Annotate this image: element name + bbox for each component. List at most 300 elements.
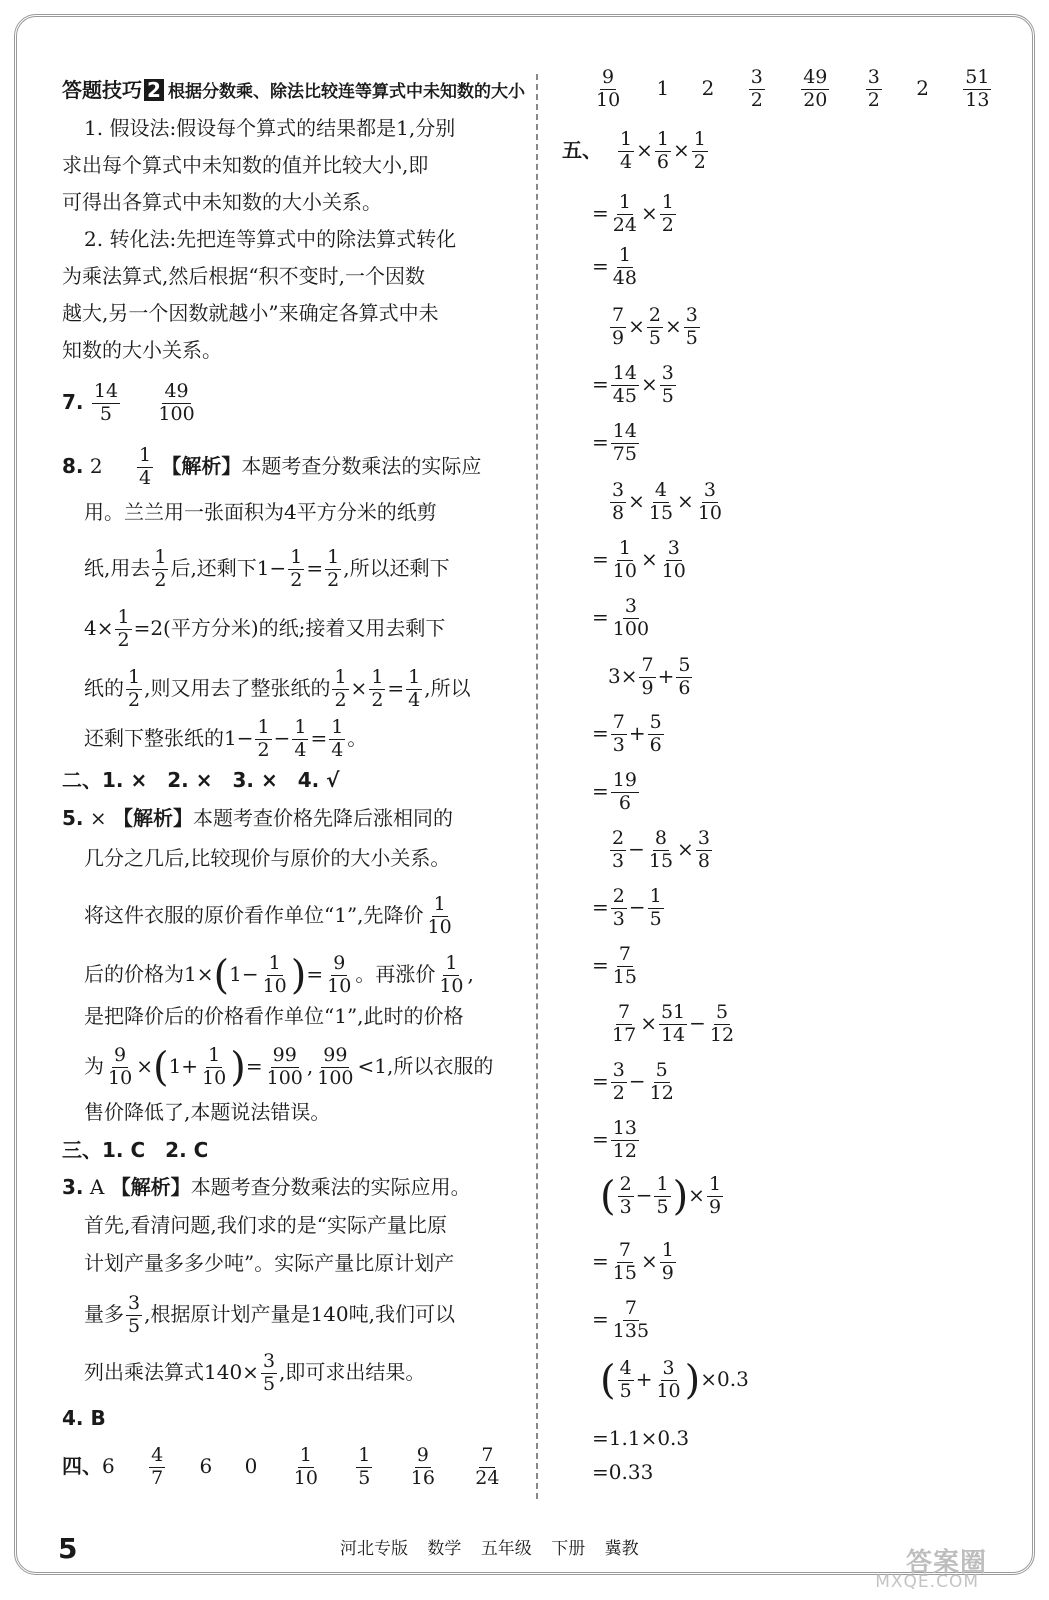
section-label: 五、 xyxy=(562,137,602,162)
text-line: 用。兰兰用一张面积为4平方分米的纸剪 xyxy=(84,500,437,524)
denominator: 2 xyxy=(693,150,706,173)
numerator: 1 xyxy=(154,546,167,568)
op: = xyxy=(592,200,609,225)
op: = xyxy=(592,546,609,571)
numerator: 49 xyxy=(803,66,828,88)
text: 1+ xyxy=(168,1053,199,1078)
calc-line xyxy=(592,1119,641,1162)
text: 后的价格为1× xyxy=(84,961,214,986)
fraction xyxy=(647,829,675,872)
answer-value: 0 xyxy=(244,1453,258,1478)
fraction xyxy=(618,1359,634,1402)
numerator: 1 xyxy=(299,1444,312,1466)
text: 还剩下整张纸的1− xyxy=(84,725,254,750)
tip-number-badge: 2 xyxy=(144,79,164,101)
denominator: 5 xyxy=(128,1314,141,1337)
op: = xyxy=(592,894,609,919)
numerator: 9 xyxy=(114,1044,127,1066)
fraction xyxy=(288,548,304,591)
denominator: 4 xyxy=(408,688,421,711)
denominator: 5 xyxy=(99,402,113,425)
text: 3× xyxy=(608,663,638,688)
text: ,则又用去了整张纸的 xyxy=(144,675,331,700)
denominator: 9 xyxy=(661,1261,674,1284)
analysis-tag: 【解析】 xyxy=(113,806,193,830)
calc-line xyxy=(608,829,714,872)
fraction xyxy=(406,668,422,711)
fraction xyxy=(265,1046,305,1089)
fraction xyxy=(611,1119,639,1162)
op: = xyxy=(592,1248,609,1273)
fraction xyxy=(611,887,627,930)
fraction xyxy=(409,1446,437,1489)
fraction xyxy=(610,481,626,524)
denominator: 9 xyxy=(612,326,625,349)
calc-line xyxy=(592,945,641,988)
numerator: 14 xyxy=(612,362,637,384)
numerator: 3 xyxy=(750,66,763,88)
text-line xyxy=(84,954,474,997)
text: <1,所以衣服的 xyxy=(357,1053,494,1078)
fraction xyxy=(708,1003,736,1046)
text: 本题考查分数乘法的实际应用。 xyxy=(190,1175,471,1199)
text: 列出乘法算式140× xyxy=(84,1359,259,1384)
text-line xyxy=(84,608,445,651)
denominator: 48 xyxy=(612,266,637,289)
op: × xyxy=(664,313,682,338)
numerator: 2 xyxy=(648,304,661,326)
denominator: 45 xyxy=(612,384,637,407)
op: = xyxy=(592,253,609,278)
denominator: 2 xyxy=(117,628,130,651)
fraction xyxy=(152,548,168,591)
numerator: 4 xyxy=(151,1444,164,1466)
fraction xyxy=(115,608,131,651)
text: 。再涨价 xyxy=(355,961,436,986)
numerator: 1 xyxy=(128,666,141,688)
column-divider xyxy=(536,74,538,1499)
denominator: 100 xyxy=(612,617,650,640)
denominator: 10 xyxy=(327,974,352,997)
numerator: 3 xyxy=(624,595,637,617)
calc-line xyxy=(562,130,710,173)
denominator: 4 xyxy=(620,150,633,173)
footer-grade: 五年级 xyxy=(480,1539,532,1559)
denominator: 2 xyxy=(327,568,340,591)
answer-value: 1 xyxy=(656,75,670,100)
numerator: 3 xyxy=(703,479,716,501)
fraction xyxy=(329,718,345,761)
numerator: 7 xyxy=(481,1444,494,1466)
text: 。 xyxy=(347,725,368,750)
denominator: 2 xyxy=(867,88,880,111)
denominator: 10 xyxy=(661,559,686,582)
numerator: 1 xyxy=(656,128,669,150)
text: ,所以还剩下 xyxy=(343,555,450,580)
numerator: 1 xyxy=(661,191,674,213)
fraction xyxy=(332,668,348,711)
numerator: 3 xyxy=(697,827,710,849)
numerator: 3 xyxy=(662,1357,675,1379)
text: 量多 xyxy=(84,1301,124,1326)
op: × xyxy=(628,313,645,338)
text: = xyxy=(387,675,405,700)
fraction xyxy=(647,481,675,524)
op: = xyxy=(592,778,609,803)
numerator: 7 xyxy=(618,1239,631,1261)
denominator: 5 xyxy=(661,384,674,407)
fraction xyxy=(648,887,664,930)
numerator: 4 xyxy=(654,479,667,501)
numerator: 49 xyxy=(164,380,189,402)
fraction xyxy=(654,1175,670,1218)
numerator: 1 xyxy=(693,128,706,150)
fraction xyxy=(106,1046,134,1089)
fraction xyxy=(611,1061,627,1104)
calc-line xyxy=(592,1061,678,1104)
numerator: 1 xyxy=(138,444,152,466)
text-line xyxy=(84,548,450,591)
answer-7 xyxy=(62,382,199,425)
denominator: 9 xyxy=(708,1195,722,1218)
op: × xyxy=(688,1182,705,1207)
answer-value: 2 xyxy=(701,75,715,100)
footer-subject: 数学 xyxy=(427,1539,462,1559)
denominator: 10 xyxy=(202,1066,227,1089)
denominator: 5 xyxy=(649,907,662,930)
numerator: 1 xyxy=(618,191,631,213)
fraction xyxy=(611,422,639,465)
numerator: 14 xyxy=(93,380,119,402)
answer-value: × xyxy=(89,806,107,830)
tip-desc: 根据分数乘、除法比较连等算式中未知数的大小 xyxy=(168,82,525,102)
denominator: 7 xyxy=(151,1466,164,1489)
section-3-answers: 三、1. C 2. C xyxy=(62,1138,209,1162)
q-label: 8. xyxy=(62,453,84,478)
text: × xyxy=(350,675,368,700)
fraction xyxy=(255,718,271,761)
text: 后,还剩下1− xyxy=(170,555,287,580)
fraction xyxy=(261,954,289,997)
numerator: 99 xyxy=(323,1044,348,1066)
numerator: 51 xyxy=(660,1001,686,1023)
numerator: 1 xyxy=(327,546,340,568)
analysis-tag: 【解析】 xyxy=(161,453,242,478)
op: = xyxy=(592,604,609,629)
text: , xyxy=(306,1053,314,1078)
calc-line xyxy=(592,713,666,756)
op: × xyxy=(672,137,690,162)
text: 纸的 xyxy=(84,675,124,700)
fraction xyxy=(325,548,341,591)
denominator: 100 xyxy=(317,1066,354,1089)
calc-line xyxy=(600,1359,749,1402)
calc-line xyxy=(592,246,641,289)
text-line xyxy=(84,668,471,711)
text-line xyxy=(84,895,456,938)
numerator: 51 xyxy=(965,66,990,88)
fraction xyxy=(696,481,724,524)
answer-value: 2 xyxy=(89,453,103,478)
fraction xyxy=(149,1446,165,1489)
fraction xyxy=(261,1352,277,1395)
paren: ( xyxy=(600,1357,616,1404)
calc-line xyxy=(608,656,694,699)
numerator: 3 xyxy=(667,537,680,559)
numerator: 9 xyxy=(602,66,615,88)
fraction xyxy=(611,539,639,582)
op: = xyxy=(592,952,609,977)
fraction xyxy=(610,829,626,872)
fraction xyxy=(126,668,142,711)
paren: ( xyxy=(152,1044,169,1091)
text: = xyxy=(306,555,324,580)
numerator: 9 xyxy=(416,1444,429,1466)
text: ,根据原计划产量是140吨,我们可以 xyxy=(144,1301,455,1326)
fraction xyxy=(325,954,353,997)
fraction xyxy=(292,718,308,761)
denominator: 5 xyxy=(648,326,661,349)
fraction xyxy=(655,130,671,173)
op: × xyxy=(677,488,694,513)
denominator: 4 xyxy=(331,738,344,761)
analysis-tag: 【解析】 xyxy=(110,1175,191,1199)
op: × xyxy=(640,1010,657,1035)
fraction xyxy=(610,306,626,349)
fraction xyxy=(356,1446,372,1489)
numerator: 7 xyxy=(618,1001,631,1023)
paren: ) xyxy=(290,952,307,999)
fraction xyxy=(684,306,700,349)
op: + xyxy=(657,663,675,688)
denominator: 3 xyxy=(612,907,625,930)
text-line xyxy=(84,1352,425,1395)
numerator: 13 xyxy=(612,1117,637,1139)
text: 为 xyxy=(84,1053,104,1078)
denominator: 2 xyxy=(750,88,763,111)
text: = xyxy=(310,725,328,750)
numerator: 2 xyxy=(619,1173,632,1195)
answer-value: 6 xyxy=(199,1453,213,1478)
numerator: 1 xyxy=(618,537,631,559)
op: × xyxy=(640,371,658,396)
numerator: 1 xyxy=(334,666,347,688)
answer-8 xyxy=(62,446,481,489)
tip-line: 知数的大小关系。 xyxy=(62,338,222,362)
fraction xyxy=(963,68,991,111)
answer-value: A xyxy=(89,1175,105,1199)
numerator: 7 xyxy=(624,1297,637,1319)
fraction xyxy=(611,1299,651,1342)
calc-line xyxy=(592,364,678,407)
text: ,所以 xyxy=(424,675,471,700)
numerator: 1 xyxy=(208,1044,221,1066)
denominator: 15 xyxy=(648,849,674,872)
text-line xyxy=(84,718,367,761)
numerator: 1 xyxy=(268,952,281,974)
op: × xyxy=(640,546,658,571)
numerator: 4 xyxy=(619,1357,632,1379)
numerator: 1 xyxy=(117,606,130,628)
denominator: 10 xyxy=(262,974,287,997)
denominator: 10 xyxy=(439,974,464,997)
calc-line xyxy=(608,1003,738,1046)
denominator: 16 xyxy=(410,1466,435,1489)
paren: ) xyxy=(230,1044,246,1091)
fraction xyxy=(692,130,708,173)
denominator: 3 xyxy=(612,733,625,756)
text: × xyxy=(136,1053,153,1078)
numerator: 9 xyxy=(333,952,346,974)
text-line: 几分之几后,比较现价与原价的大小关系。 xyxy=(84,846,451,870)
fraction xyxy=(749,68,765,111)
numerator: 7 xyxy=(641,654,654,676)
fraction xyxy=(200,1046,228,1089)
denominator: 6 xyxy=(618,791,631,814)
numerator: 1 xyxy=(649,885,662,907)
footer-edition: 河北专版 xyxy=(340,1539,408,1559)
op: = xyxy=(592,371,609,396)
denominator: 5 xyxy=(656,1195,669,1218)
denominator: 10 xyxy=(697,501,722,524)
calc-line xyxy=(592,887,666,930)
numerator: 1 xyxy=(656,1173,669,1195)
fraction xyxy=(660,1241,676,1284)
text: 将这件衣服的原价看作单位“1”,先降价 xyxy=(84,902,424,927)
calc-line xyxy=(592,422,641,465)
denominator: 4 xyxy=(138,466,152,489)
numerator: 1 xyxy=(331,716,344,738)
denominator: 2 xyxy=(257,738,270,761)
numerator: 1 xyxy=(661,1239,674,1261)
tip-line: 可得出各算式中未知数的大小关系。 xyxy=(62,190,382,214)
fraction xyxy=(594,68,622,111)
fraction xyxy=(639,656,655,699)
denominator: 14 xyxy=(660,1023,686,1046)
denominator: 2 xyxy=(154,568,167,591)
denominator: 10 xyxy=(612,559,637,582)
numerator: 3 xyxy=(612,479,625,501)
calc-line xyxy=(608,306,702,349)
page-number: 5 xyxy=(58,1532,78,1565)
section-4-continued xyxy=(592,68,993,111)
fraction xyxy=(801,68,829,111)
numerator: 1 xyxy=(371,666,384,688)
text: = xyxy=(306,961,324,986)
fraction xyxy=(426,895,454,938)
denominator: 10 xyxy=(427,915,452,938)
numerator: 1 xyxy=(257,716,270,738)
fraction xyxy=(660,193,676,236)
numerator: 5 xyxy=(655,1059,668,1081)
numerator: 1 xyxy=(620,128,633,150)
paren: ) xyxy=(672,1173,689,1220)
text-line xyxy=(84,1046,493,1089)
fraction xyxy=(611,364,639,407)
text-line: 售价降低了,本题说法错误。 xyxy=(84,1100,331,1124)
fraction xyxy=(611,771,639,814)
numerator: 7 xyxy=(612,711,625,733)
fraction xyxy=(611,597,651,640)
text: − xyxy=(273,725,291,750)
op: × xyxy=(628,488,645,513)
text: 纸,用去 xyxy=(84,555,151,580)
numerator: 2 xyxy=(612,885,625,907)
fraction xyxy=(647,306,663,349)
fraction xyxy=(618,1175,634,1218)
calc-line xyxy=(592,539,690,582)
calc-line xyxy=(592,1299,653,1342)
fraction xyxy=(137,446,153,489)
numerator: 1 xyxy=(290,546,303,568)
denominator: 5 xyxy=(262,1372,276,1395)
numerator: 99 xyxy=(272,1044,297,1066)
fraction xyxy=(611,945,639,988)
numerator: 1 xyxy=(294,716,307,738)
paren: ( xyxy=(600,1173,616,1220)
denominator: 75 xyxy=(612,442,637,465)
numerator: 1 xyxy=(358,1444,371,1466)
denominator: 6 xyxy=(649,733,662,756)
denominator: 5 xyxy=(619,1379,632,1402)
op: − xyxy=(628,894,646,919)
denominator: 5 xyxy=(685,326,698,349)
fraction xyxy=(611,193,639,236)
fraction xyxy=(648,1061,676,1104)
op: = xyxy=(592,1126,609,1151)
calc-line xyxy=(592,1241,678,1284)
answer-value: 6 xyxy=(102,1453,115,1478)
numerator: 3 xyxy=(685,304,698,326)
fraction xyxy=(654,1359,682,1402)
denominator: 5 xyxy=(358,1466,371,1489)
denominator: 15 xyxy=(612,965,637,988)
op: + xyxy=(635,1366,653,1391)
fraction xyxy=(156,382,196,425)
denominator: 100 xyxy=(158,402,195,425)
denominator: 10 xyxy=(108,1066,133,1089)
denominator: 10 xyxy=(293,1466,318,1489)
tip-line: 求出每个算式中未知数的值并比较大小,即 xyxy=(62,153,429,177)
fraction xyxy=(611,1241,639,1284)
denominator: 135 xyxy=(612,1319,650,1342)
numerator: 2 xyxy=(612,827,625,849)
answer-5 xyxy=(62,806,453,830)
denominator: 10 xyxy=(596,88,621,111)
tip-line: 1. 假设法:假设每个算式的结果都是1,分别 xyxy=(84,116,456,140)
numerator: 3 xyxy=(867,66,880,88)
answer-value: 2 xyxy=(916,75,929,100)
footer-publisher: 冀教 xyxy=(604,1539,639,1559)
text: , xyxy=(467,961,474,986)
fraction xyxy=(611,713,627,756)
fraction xyxy=(126,1294,142,1337)
denominator: 6 xyxy=(678,676,691,699)
denominator: 20 xyxy=(803,88,828,111)
denominator: 100 xyxy=(266,1066,303,1089)
numerator: 5 xyxy=(715,1001,729,1023)
tip-line: 2. 转化法:先把连等算式中的除法算式转化 xyxy=(84,227,457,251)
fraction xyxy=(648,713,664,756)
fraction xyxy=(676,656,692,699)
calc-line xyxy=(592,597,653,640)
denominator: 12 xyxy=(649,1081,674,1104)
answer-4: 4. B xyxy=(62,1406,106,1430)
op: = xyxy=(592,720,609,745)
op: − xyxy=(628,836,645,861)
op: − xyxy=(628,1068,646,1093)
q-label: 5. xyxy=(62,806,84,830)
